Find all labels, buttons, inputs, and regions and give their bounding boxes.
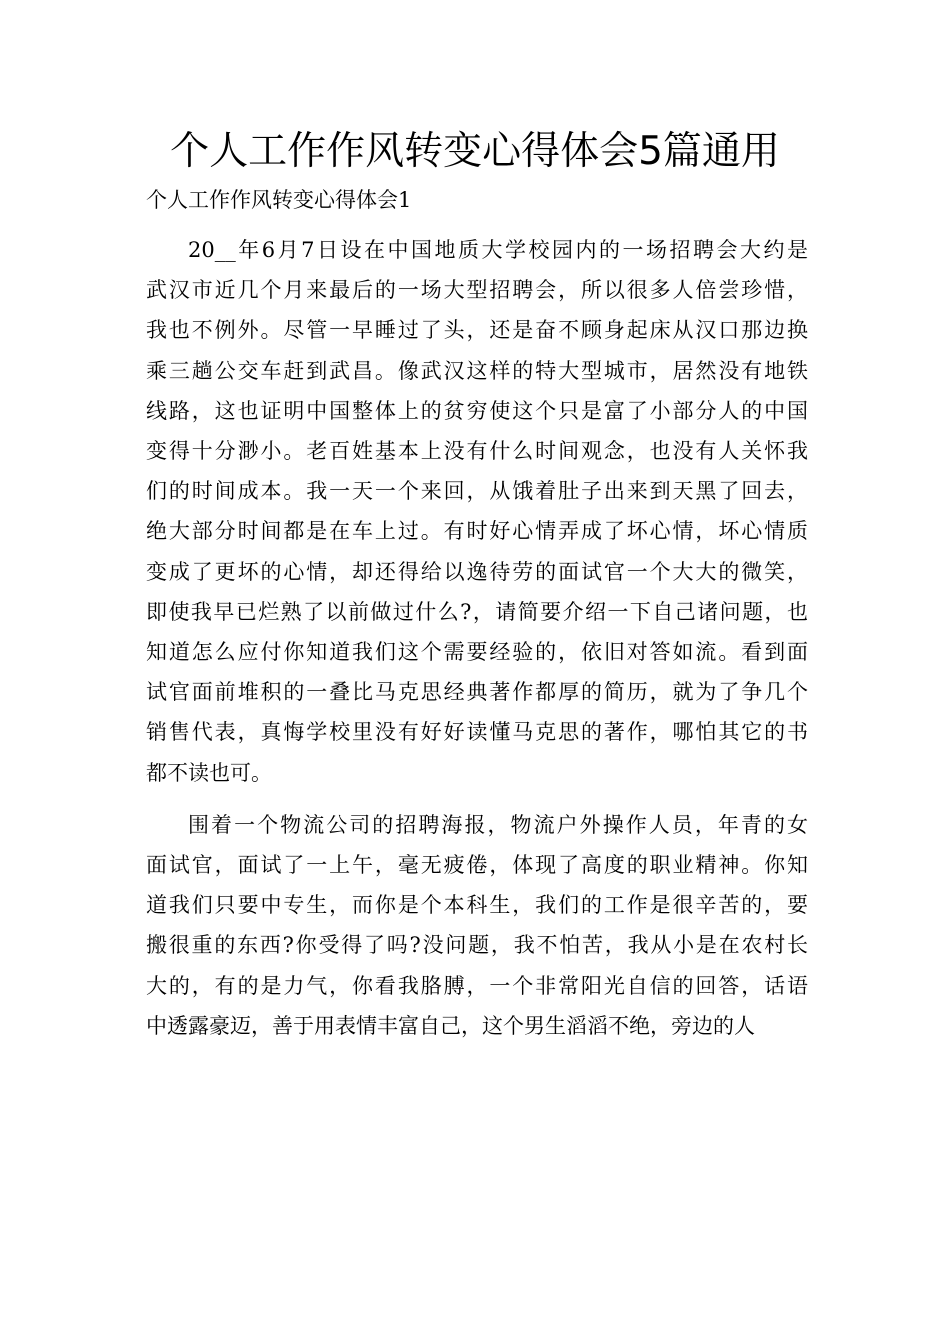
- paragraph-line: 都不读也可。: [146, 760, 272, 785]
- paragraph-line: 我也不例外。尽管一早睡过了头，还是奋不顾身起床从汉口那边换: [146, 318, 808, 343]
- section-heading: 个人工作作风转变心得体会1: [146, 188, 412, 212]
- document-title: 个人工作作风转变心得体会5篇通用: [170, 129, 780, 174]
- paragraph-line: 销售代表，真悔学校里没有好好读懂马克思的著作，哪怕其它的书: [146, 720, 808, 745]
- paragraph-1: [146, 230, 808, 793]
- paragraph-line: 绝大部分时间都是在车上过。有时好心情弄成了坏心情，坏心情质: [146, 519, 808, 544]
- paragraph-line: 大的，有的是力气，你看我胳膊，一个非常阳光自信的回答，话语: [146, 973, 808, 998]
- paragraph-line: 道我们只要中专生，而你是个本科生，我们的工作是很辛苦的，要: [146, 893, 808, 918]
- paragraph-line: 面试官，面试了一上午，毫无疲倦，体现了高度的职业精神。你知: [146, 853, 808, 878]
- paragraph-line: 中透露豪迈，善于用表情丰富自己，这个男生滔滔不绝，旁边的人: [146, 1013, 755, 1038]
- paragraph-line: 变得十分渺小。老百姓基本上没有什么时间观念，也没有人关怀我: [146, 439, 808, 464]
- paragraph-line: 搬很重的东西?你受得了吗?没问题，我不怕苦，我从小是在农村长: [146, 933, 808, 958]
- paragraph-line: 知道怎么应付你知道我们这个需要经验的，依旧对答如流。看到面: [146, 640, 808, 665]
- paragraph-line: 线路，这也证明中国整体上的贫穷使这个只是富了小部分人的中国: [146, 398, 808, 423]
- document-body: [146, 230, 808, 1046]
- paragraph-line: 们的时间成本。我一天一个来回，从饿着肚子出来到天黑了回去，: [146, 479, 808, 504]
- paragraph-line: 变成了更坏的心情，却还得给以逸待劳的面试官一个大大的微笑，: [146, 559, 808, 584]
- paragraph-line: 乘三趟公交车赶到武昌。像武汉这样的特大型城市，居然没有地铁: [146, 358, 808, 383]
- paragraph-line: 即使我早已烂熟了以前做过什么?，请简要介绍一下自己诸问题，也: [146, 599, 808, 624]
- paragraph-2: [146, 805, 808, 1046]
- paragraph-line: 武汉市近几个月来最后的一场大型招聘会，所以很多人倍尝珍惜，: [146, 278, 808, 303]
- paragraph-line: 试官面前堆积的一叠比马克思经典著作都厚的简历，就为了争几个: [146, 680, 808, 705]
- paragraph-line: 围着一个物流公司的招聘海报，物流户外操作人员，年青的女: [188, 812, 808, 837]
- paragraph-line: 20__年6月7日设在中国地质大学校园内的一场招聘会大约是: [188, 238, 808, 262]
